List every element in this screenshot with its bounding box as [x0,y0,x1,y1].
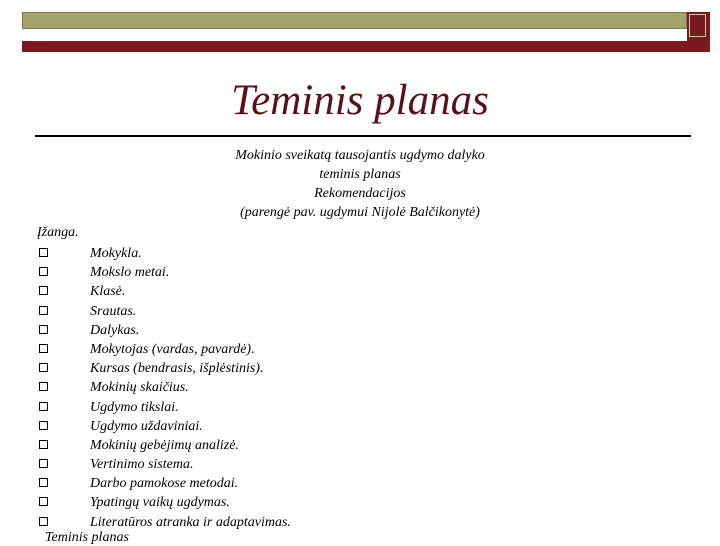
intro-text: Įžanga. [37,225,79,240]
list-item-label: Ugdymo tikslai. [90,399,179,415]
list-item-label: Srautas. [90,303,137,319]
hollow-square-icon [39,382,48,391]
hollow-square-icon [39,325,48,334]
footer-text: Teminis planas [45,530,129,545]
title-divider [35,135,691,137]
list-item-label: Mokinių skaičius. [90,380,189,396]
list-item-label: Vertinimo sistema. [90,457,194,473]
hollow-square-icon [39,306,48,315]
list-item-label: Mokytojas (vardas, pavardė). [90,341,255,357]
list-item-label: Ypatingų vaikų ugdymas. [90,495,230,511]
subtitle-line: teminis planas [319,167,401,182]
subtitle-line: (parengė pav. ugdymui Nijolė Balčikonytė) [240,205,480,220]
list-item-label: Literatūros atranka ir adaptavimas. [90,514,291,530]
hollow-square-icon [39,459,48,468]
list-item-label: Mokslo metai. [90,265,170,281]
list-item-label: Dalykas. [90,322,140,338]
hollow-square-icon [39,497,48,506]
hollow-square-icon [39,286,48,295]
corner-square [687,12,710,41]
hollow-square-icon [39,344,48,353]
hollow-square-icon [39,421,48,430]
hollow-square-icon [39,267,48,276]
hollow-square-icon [39,440,48,449]
slide-title: Teminis planas [231,77,489,124]
olive-band [22,12,687,29]
hollow-square-icon [39,478,48,487]
list-item-label: Mokykla. [90,246,142,261]
list-item-label: Darbo pamokose metodai. [90,476,239,492]
header-decoration [22,12,710,40]
red-band [22,41,710,52]
subtitle-line: Rekomendacijos [314,186,406,201]
hollow-square-icon [39,402,48,411]
list-item-label: Mokinių gebėjimų analizė. [90,437,239,453]
hollow-square-icon [39,517,48,526]
hollow-square-icon [39,248,48,257]
list-item-label: Ugdymo uždaviniai. [90,418,203,434]
list-item-label: Kursas (bendrasis, išplėstinis). [90,361,264,377]
subtitle-line: Mokinio sveikatą tausojantis ugdymo dalyko [235,148,485,163]
hollow-square-icon [39,363,48,372]
list-item-label: Klasė. [90,284,126,300]
subtitle-block [160,146,560,222]
